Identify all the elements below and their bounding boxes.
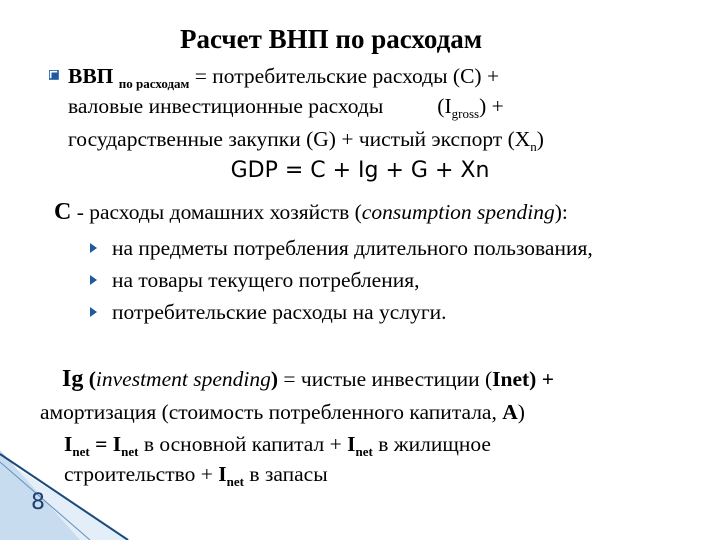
ig-end: ) +: [529, 367, 554, 391]
arrow-bullet-icon: [90, 307, 97, 317]
square-bullet-icon: [49, 70, 59, 80]
definition-line-1-rest: = потребительские расходы (С) +: [189, 64, 500, 88]
list-item-text: на товары текущего потребления,: [112, 268, 420, 292]
ig-mid-paren: ): [270, 367, 279, 391]
list-item-text: потребительские расходы на услуги.: [112, 300, 447, 324]
arrow-bullet-icon: [90, 243, 97, 253]
inet-text: в основной капитал +: [138, 432, 348, 456]
list-item: [90, 268, 419, 293]
net-export-subscript: n: [530, 139, 537, 154]
bvp-label: ВВП: [68, 64, 114, 88]
arrow-bullet-icon: [90, 275, 97, 285]
gdp-formula: GDP = C + Ig + G + Xn: [230, 158, 490, 183]
consumption-text: - расходы домашних хозяйств (: [71, 200, 362, 224]
inet-text: в жилищное: [372, 432, 491, 456]
inet-subscript: net: [226, 474, 244, 489]
inet-label: Inet: [492, 367, 530, 391]
slide-title: Расчет ВНП по расходам: [180, 24, 483, 54]
inet-subscript: net: [72, 444, 90, 459]
consumption-letter: С: [54, 199, 72, 225]
inet-equals: =: [89, 432, 113, 456]
consumption-definition: [54, 199, 568, 226]
list-item-text: на предметы потребления длительного пользования,: [112, 236, 593, 260]
consumption-italic: consumption spending: [361, 200, 555, 224]
ig-italic: investment spending: [95, 367, 271, 391]
inet-subscript: net: [121, 444, 139, 459]
list-item: [90, 300, 447, 325]
amortization-line: [40, 400, 525, 425]
inet-i: I: [64, 432, 73, 456]
definition-line-2: [68, 94, 504, 119]
inet-subscript: net: [355, 444, 373, 459]
inet-text: строительство +: [64, 462, 219, 486]
ig-open: (: [83, 367, 96, 391]
inet-i: I: [218, 462, 227, 486]
definition-line-2-text: валовые инвестиционные расходы: [68, 94, 384, 118]
list-item: [90, 236, 593, 261]
inet-text: в запасы: [243, 462, 328, 486]
inet-i: I: [347, 432, 356, 456]
amortization-end: ): [517, 400, 525, 424]
gross-subscript: gross: [451, 106, 480, 121]
definition-line-3-text: государственные закупки (G) + чистый экспорт (X: [68, 127, 531, 151]
consumption-end: ):: [554, 200, 568, 224]
gross-close: ) +: [479, 94, 504, 118]
ig-mid-text: = чистые инвестиции (: [278, 367, 493, 391]
definition-line-3: [68, 127, 544, 152]
page-number: 8: [31, 490, 45, 515]
ig-label: Ig: [62, 366, 84, 392]
definition-line-3-end: ): [536, 127, 544, 151]
corner-decoration: [0, 440, 130, 540]
investment-definition: [62, 366, 554, 393]
gross-open: (I: [437, 94, 452, 118]
bvp-subscript: по расходам: [118, 76, 190, 91]
amortization-a: А: [502, 400, 518, 424]
amortization-text: амортизация (стоимость потребленного капитала,: [40, 400, 503, 424]
definition-line-1: [68, 64, 499, 89]
inet-i: I: [112, 432, 122, 456]
